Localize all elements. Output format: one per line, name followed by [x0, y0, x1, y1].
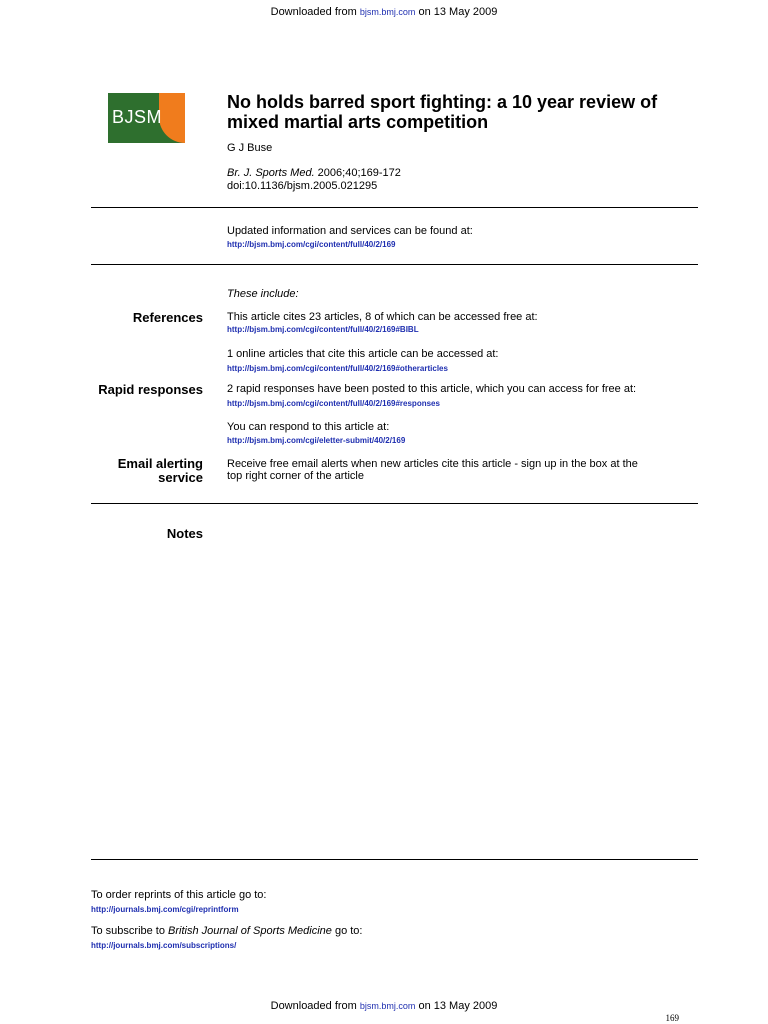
reprints-link[interactable]: http://journals.bmj.com/cgi/reprintform — [91, 905, 239, 914]
download-prefix: Downloaded from — [270, 1000, 360, 1012]
logo-text: BJSM — [112, 107, 163, 127]
email-label-line2: service — [158, 470, 203, 485]
divider — [91, 859, 698, 860]
subscribe-prefix: To subscribe to — [91, 925, 169, 937]
these-include: These include: — [227, 288, 299, 300]
email-label-line1: Email alerting — [117, 456, 203, 471]
subscribe-text — [91, 925, 362, 937]
subscribe-suffix: go to: — [331, 925, 363, 937]
page-number: 169 — [665, 1013, 679, 1023]
references-link2[interactable]: http://bjsm.bmj.com/cgi/content/full/40/2/169#otherarticles — [227, 364, 448, 373]
references-label: References — [132, 310, 203, 325]
divider — [91, 264, 698, 265]
references-link1[interactable]: http://bjsm.bmj.com/cgi/content/full/40/2/169#BIBL — [227, 325, 419, 334]
article-citation — [227, 167, 401, 193]
rapid-text1: 2 rapid responses have been posted to this article, which you can access for free at: — [227, 383, 637, 395]
divider — [91, 503, 698, 504]
subscribe-journal: British Journal of Sports Medicine — [168, 925, 332, 937]
article-doi: doi:10.1136/bjsm.2005.021295 — [227, 180, 378, 192]
logo-orange-shape — [159, 93, 185, 143]
rapid-link1[interactable]: http://bjsm.bmj.com/cgi/content/full/40/2/169#responses — [227, 399, 440, 408]
download-footer — [0, 1000, 768, 1012]
notes-label: Notes — [166, 526, 203, 541]
reprints-text: To order reprints of this article go to: — [91, 889, 267, 901]
references-text1: This article cites 23 articles, 8 of which can be accessed free at: — [227, 311, 538, 323]
download-site-link[interactable]: bjsm.bmj.com — [359, 7, 416, 17]
rapid-text2: You can respond to this article at: — [227, 421, 390, 433]
divider — [91, 207, 698, 208]
updated-text: Updated information and services can be found at: — [227, 225, 473, 237]
rapid-responses-label: Rapid responses — [98, 382, 203, 397]
article-title — [227, 92, 707, 132]
article-title-line2: mixed martial arts competition — [227, 112, 489, 132]
download-site-link[interactable]: bjsm.bmj.com — [359, 1001, 416, 1011]
citation-volume: 2006;40;169-172 — [314, 167, 401, 179]
article-title-line1: No holds barred sport fighting: a 10 year review of — [227, 92, 658, 112]
updated-link[interactable]: http://bjsm.bmj.com/cgi/content/full/40/2/169 — [227, 240, 396, 249]
download-prefix: Downloaded from — [270, 6, 360, 18]
download-header — [0, 6, 768, 18]
article-author: G J Buse — [227, 142, 273, 154]
download-suffix: on 13 May 2009 — [415, 1000, 498, 1012]
references-text2: 1 online articles that cite this article can be accessed at: — [227, 348, 499, 360]
download-suffix: on 13 May 2009 — [415, 6, 498, 18]
journal-name: Br. J. Sports Med. — [227, 167, 315, 179]
email-text-line2: top right corner of the article — [227, 470, 364, 482]
email-text — [227, 458, 638, 482]
bjsm-logo — [108, 93, 185, 143]
email-alerting-label — [83, 457, 203, 485]
email-text-line1: Receive free email alerts when new articles cite this article - sign up in the box at the — [227, 458, 638, 470]
rapid-link2[interactable]: http://bjsm.bmj.com/cgi/eletter-submit/40/2/169 — [227, 436, 406, 445]
subscribe-link[interactable]: http://journals.bmj.com/subscriptions/ — [91, 941, 237, 950]
